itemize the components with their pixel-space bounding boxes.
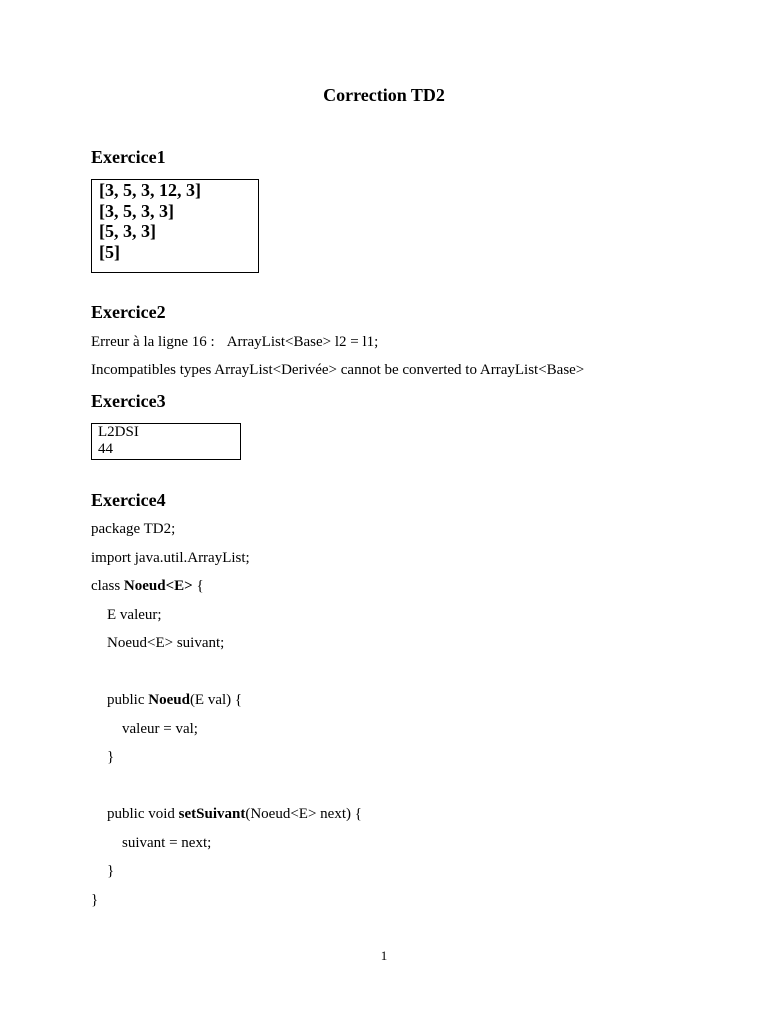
code-text: public void [107,806,179,822]
exercice1-output-line: [5, 3, 3] [99,221,156,241]
exercice3-output-box [91,423,241,460]
code-text: (E val) { [189,692,243,708]
exercice3-heading: Exercice3 [91,391,166,411]
code-line [107,806,362,823]
exercice2-error-line [91,334,378,351]
exercice3-output-line: 44 [98,441,113,457]
page-number: 1 [380,948,388,963]
code-line: Noeud<E> suivant; [107,635,225,651]
code-text: class [91,578,124,594]
code-line: suivant = next; [122,835,212,851]
exercice2-error-code: ArrayList<Base> l2 = l1; [226,334,379,350]
exercice1-heading: Exercice1 [91,147,166,167]
code-class-name: Noeud<E> [123,578,193,594]
code-line: import java.util.ArrayList; [91,550,250,566]
code-line: E valeur; [107,607,162,623]
exercice1-output-line: [5] [99,241,120,262]
exercice4-heading: Exercice4 [91,490,166,510]
code-line: valeur = val; [122,721,198,737]
code-text: { [192,578,204,594]
exercice1-output-line: [3, 5, 3, 12, 3] [99,180,201,200]
code-line: } [107,863,115,879]
code-line [107,692,242,709]
code-constructor-name: Noeud [148,692,190,708]
exercice3-output-line: L2DSI [98,424,139,440]
code-text: (Noeud<E> next) { [245,806,362,822]
exercice2-message: Incompatibles types ArrayList<Derivée> cannot be converted to ArrayList<Base> [91,362,585,378]
code-text: public [107,692,149,708]
code-line: } [107,749,115,765]
exercice2-error-label: Erreur à la ligne 16 : [91,334,215,350]
exercice1-output-line: [3, 5, 3, 3] [99,200,174,221]
exercice2-heading: Exercice2 [91,302,166,322]
code-line [91,578,204,595]
code-method-name: setSuivant [178,806,246,822]
code-line: package TD2; [91,521,176,537]
exercice1-output-box [91,179,259,273]
page-title: Correction TD2 [323,85,445,105]
code-line: } [91,892,99,908]
